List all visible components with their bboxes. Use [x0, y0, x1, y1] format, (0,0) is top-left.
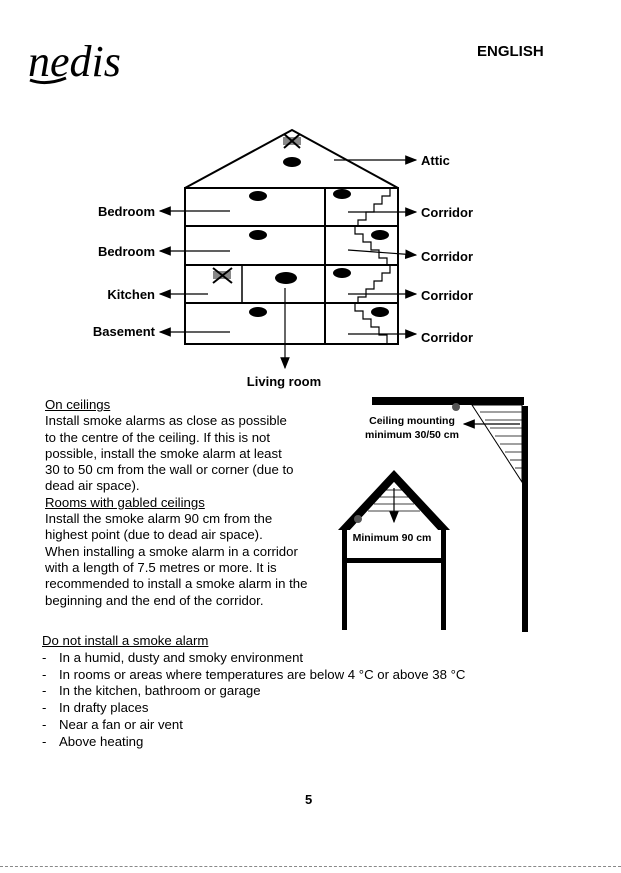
text-line: recommended to install a smoke alarm in the [45, 576, 308, 592]
list-item: - In the kitchen, bathroom or garage [42, 683, 261, 699]
text-line: possible, install the smoke alarm at least [45, 445, 282, 461]
house-diagram [80, 128, 500, 390]
text-line: 30 to 50 cm from the wall or corner (due to [45, 462, 294, 478]
language-label: ENGLISH [477, 43, 544, 60]
logo-wordmark: nedis [28, 40, 121, 86]
text-line: with a length of 7.5 metres or more. It is [45, 559, 277, 575]
ceilings-title: On ceilings [45, 397, 111, 412]
footer-rule [0, 866, 621, 867]
nedis-logo [26, 40, 214, 88]
list-item: - In a humid, dusty and smoky environment [42, 649, 304, 665]
text-line: Install smoke alarms as close as possible [45, 413, 287, 429]
label-corridor-4: Corridor [421, 330, 473, 345]
text-line: dead air space). [45, 478, 140, 494]
list-item: - Above heating [42, 733, 144, 749]
do-not-install-section [42, 633, 465, 751]
label-kitchen: Kitchen [107, 287, 155, 302]
text-line: When installing a smoke alarm in a corridor [45, 543, 298, 559]
ceiling-diagram [330, 392, 530, 632]
label-corridor-1: Corridor [421, 205, 473, 220]
page-number: 5 [305, 792, 313, 807]
text-line: highest point (due to dead air space). [45, 527, 263, 543]
label-bedroom-1: Bedroom [97, 204, 155, 219]
alarm-dot [283, 157, 301, 167]
label-corridor-2: Corridor [421, 249, 473, 264]
list-item: - In rooms or areas where temperatures are below 4 °C or above 38 °C [42, 666, 466, 682]
label-living-room: Living room [246, 374, 322, 389]
do-not-install-title: Do not install a smoke alarm [42, 633, 209, 648]
text-line: beginning and the end of the corridor. [45, 592, 264, 608]
label-corridor-3: Corridor [421, 288, 473, 303]
text-line: to the centre of the ceiling. If this is not [45, 429, 271, 445]
ceilings-section [45, 397, 307, 609]
label-bedroom-2: Bedroom [97, 244, 155, 259]
label-basement: Basement [92, 324, 155, 339]
list-item: - Near a fan or air vent [42, 716, 183, 732]
list-item: - In drafty places [42, 700, 149, 716]
label-attic: Attic [421, 153, 450, 168]
text-line: Install the smoke alarm 90 cm from the [45, 511, 273, 527]
ceiling-mounting-line1: Ceiling mounting [369, 415, 455, 427]
gable-minimum-label: Minimum 90 cm [352, 532, 432, 544]
ceiling-mounting-line2: minimum 30/50 cm [365, 429, 459, 441]
gabled-title: Rooms with gabled ceilings [45, 494, 205, 510]
